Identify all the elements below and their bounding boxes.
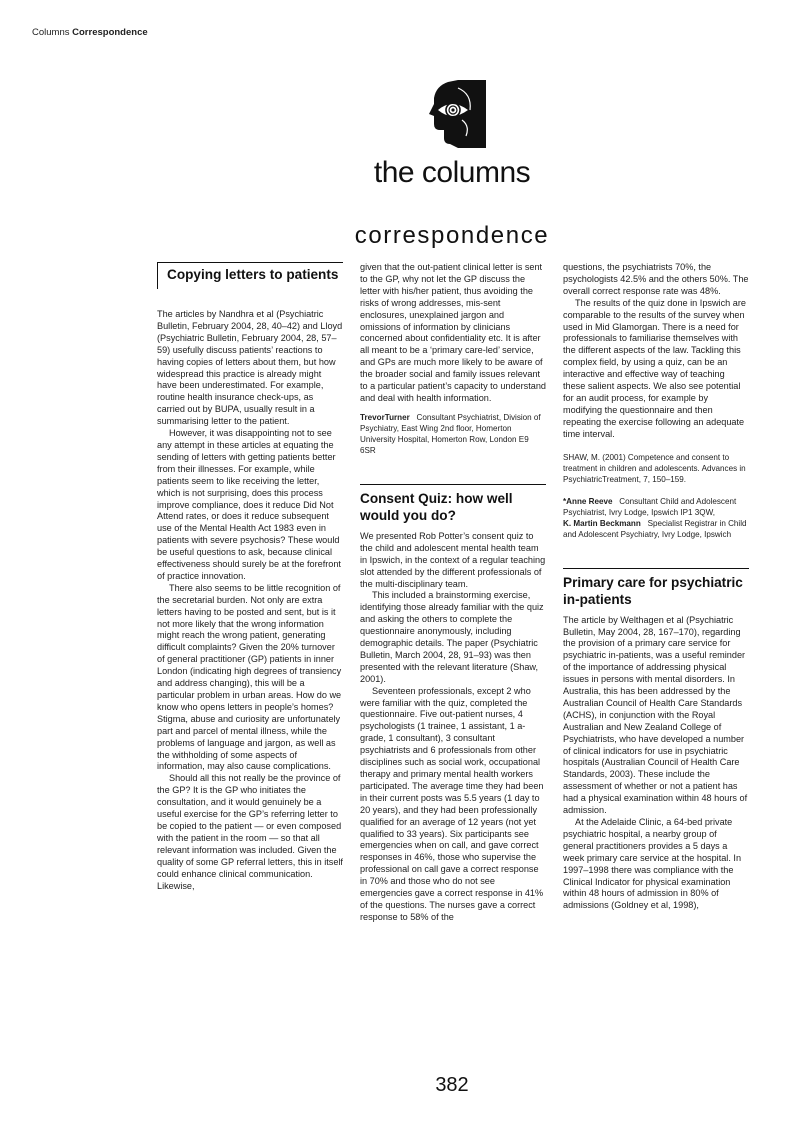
article2-heading-box: [360, 484, 546, 524]
article3-paragraph-2: At the Adelaide Clinic, a 64-bed private psychiatric hospital, a nearby group of general practitioners provides a 5 days a week primary care service at the hospital. In 1997–1998 there was compliance with the Clinical Indicator for physical examination within 48 hours of admission in 80% of admissions (Goldney et al, 1998),: [563, 817, 742, 911]
article2-signature-2-affiliation: Specialist Registrar in Child and Adolescent Psychiatry, Ivry Lodge, Ipswich: [563, 518, 747, 539]
article3-heading-box: [563, 568, 749, 608]
profile-head-eye-logo-icon: [428, 80, 488, 148]
running-head-title: Correspondence: [72, 27, 148, 38]
masthead-title: the columns: [373, 156, 531, 189]
column-1: [157, 262, 343, 892]
masthead-subtitle: correspondence: [354, 222, 550, 249]
article2-reference: SHAW, M. (2001) Competence and consent to treatment in children and adolescents. Advances in PsychiatricTreatment, 7, 150–159.: [563, 452, 746, 484]
column-2: [360, 262, 546, 924]
article1-signature: [360, 412, 546, 456]
article2-signature-2-name: K. Martin Beckmann: [563, 518, 641, 528]
article1-paragraph-2: However, it was disappointing not to see any attempt in these articles at equating the sending of letters with getting patients better from their illnesses. For example, while patients seem to like receiving the letter, which is not surprising, does this process improve compliance, does it reduce Did Not Attend rates, or does it reduce subsequent use of the Mental Health Act 1983 even in patients with severe psychosis? These would be useful questions to ask, because clinical effectiveness should surely be at the forefront of practice innovation.: [157, 428, 341, 581]
article3-heading: Primary care for psychiatric in-patients: [563, 574, 743, 607]
article1-paragraph-4: Should all this not really be the province of the GP? It is the GP who initiates the consultation, and it would genuinely be a useful exercise for the GP’s referring letter to be copied to the patient — or even composed with the patient in the room — so that all relevant information was included. Given the quality of some GP referral letters, this in itself could enhance clinical communication. Likewise,: [157, 773, 343, 891]
column-3: [563, 262, 749, 912]
running-head: [32, 27, 148, 38]
article1-signature-name: TrevorTurner: [360, 412, 410, 422]
article1-paragraph-3: There also seems to be little recognition of the secretarial burden. Not only are extra letters having to be posted and sent, but is it not more likely that the wrong information might reach the wrong patient, generating difficult complaints? Given the 20% turnover of general practitioner (GP) patients in inner London (indicating high degrees of transiency and address changing), this will be a particular problem in urban areas. How do we know who opens letters in people’s homes? Stigma, abuse and curiosity are unfortunately part and parcel of mental illness, while the problems of language and jargon, as well as the withholding of some aspects of information, may also cause complications.: [157, 582, 342, 772]
article2-paragraph-5: The results of the quiz done in Ipswich are comparable to the results of the survey when used in Mid Glamorgan. There is a need for professionals to familiarise themselves with the different aspects of the law. Tackling this complex field, by using a quiz, can be an interactive and effective way of teaching these salient aspects. We also see potential for an audit process, for example by modifying the questionnaire and then repeating the exercise following an adequate time interval.: [563, 297, 746, 439]
article1-paragraph-1: The articles by Nandhra et al (Psychiatric Bulletin, February 2004, 28, 40–42) and Lloyd (Psychiatric Bulletin, February 2004, 28, 57–59) usefully discuss patients’ reactions to having copies of letters about them, but how widespread this practice is already might have been underestimated. For example, routine health insurance check-ups, as carried out by BUPA, usually result in a summarising letter to the patient.: [157, 309, 343, 427]
article2-signature-1-affiliation: Consultant Child and Adolescent Psychiatrist, Ivry Lodge, Ipswich IP1 3QW,: [563, 496, 737, 517]
article2-paragraph-3: Seventeen professionals, except 2 who were familiar with the quiz, completed the questionnaire. Five out-patient nurses, 4 psychologists (1 trainee, 1 assistant, 1 a-grade, 1 consultant), 3 consultant psychiatrists and 6 professionals from other disciplines such as social work, occupational therapy and primary mental health workers participated. The average time they had been in their current posts was 5.5 years (1 day to 20 years), and they had been professionally qualified for an average of 12 years (not yet qualified to 33 years). Six participants see emergencies when on call, and gave correct responses in 46%, those who supervise the professional on call gave a correct response in 70% and those who do not see emergencies gave a correct response in 41% of the questions. The nurses gave a correct response to 58% of the: [360, 685, 544, 922]
article3-paragraph-1: The article by Welthagen et al (Psychiatric Bulletin, May 2004, 28, 167–170), regarding the provision of a primary care service for psychiatric in-patients, was a useful reminder of the importance of addressing physical issues in persons with mental disorders. In Australia, this has been addressed by the Australian Council of Health Care Standards (ACHS), in conjunction with the Royal Australian and New Zealand College of Psychiatrists, who have developed a number of clinical indicators for use in psychiatric hospitals (Australian Council of Health Care Standards, 2003). These include the assessment of whether or not a patient has had a physical examination within 48 hours of admission.: [563, 614, 748, 816]
page-number: 382: [435, 1074, 469, 1096]
article1-heading: Copying letters to patients: [167, 267, 339, 282]
article2-signature-1-name: *Anne Reeve: [563, 496, 613, 506]
running-head-section: Columns: [32, 27, 70, 38]
article2-paragraph-1: We presented Rob Potter’s consent quiz to the child and adolescent mental health team in Ipswich, in the context of a regular teaching slot attended by the different professionals of the multi-disciplinary team.: [360, 530, 546, 589]
article1-paragraph-5: given that the out-patient clinical letter is sent to the GP, why not let the GP discuss the letter with his/her patient, thus avoiding the risks of wrong addresses, mis-sent enclosures, unexplained jargon and omissions of information by clinicians concerned about confidentiality etc. It is after all meant to be a ‘primary care-led’ service, and GPs are much more likely to be aware of the broader social and family issues relevant to a particular patient’s capacity to understand and deal with health information.: [360, 262, 546, 403]
article2-paragraph-2: This included a brainstorming exercise, identifying those already familiar with the quiz and asking the others to complete the questionnaire anonymously, including demographic details. The paper (Psychiatric Bulletin, March 2004, 28, 91–93) was then presented with the relevant literature (Shaw, 2001).: [360, 590, 544, 684]
article2-paragraph-4: questions, the psychiatrists 70%, the psychologists 42.5% and the others 50%. The overall correct response rate was 48%.: [563, 262, 749, 296]
article1-heading-box: [157, 262, 343, 289]
article2-signature: [563, 496, 749, 540]
article1-signature-affiliation: Consultant Psychiatrist, Division of Psychiatry, East Wing 2nd floor, Homerton University Hospital, Homerton Row, London E9 6SR: [360, 412, 541, 455]
article2-heading: Consent Quiz: how well would you do?: [360, 490, 513, 523]
